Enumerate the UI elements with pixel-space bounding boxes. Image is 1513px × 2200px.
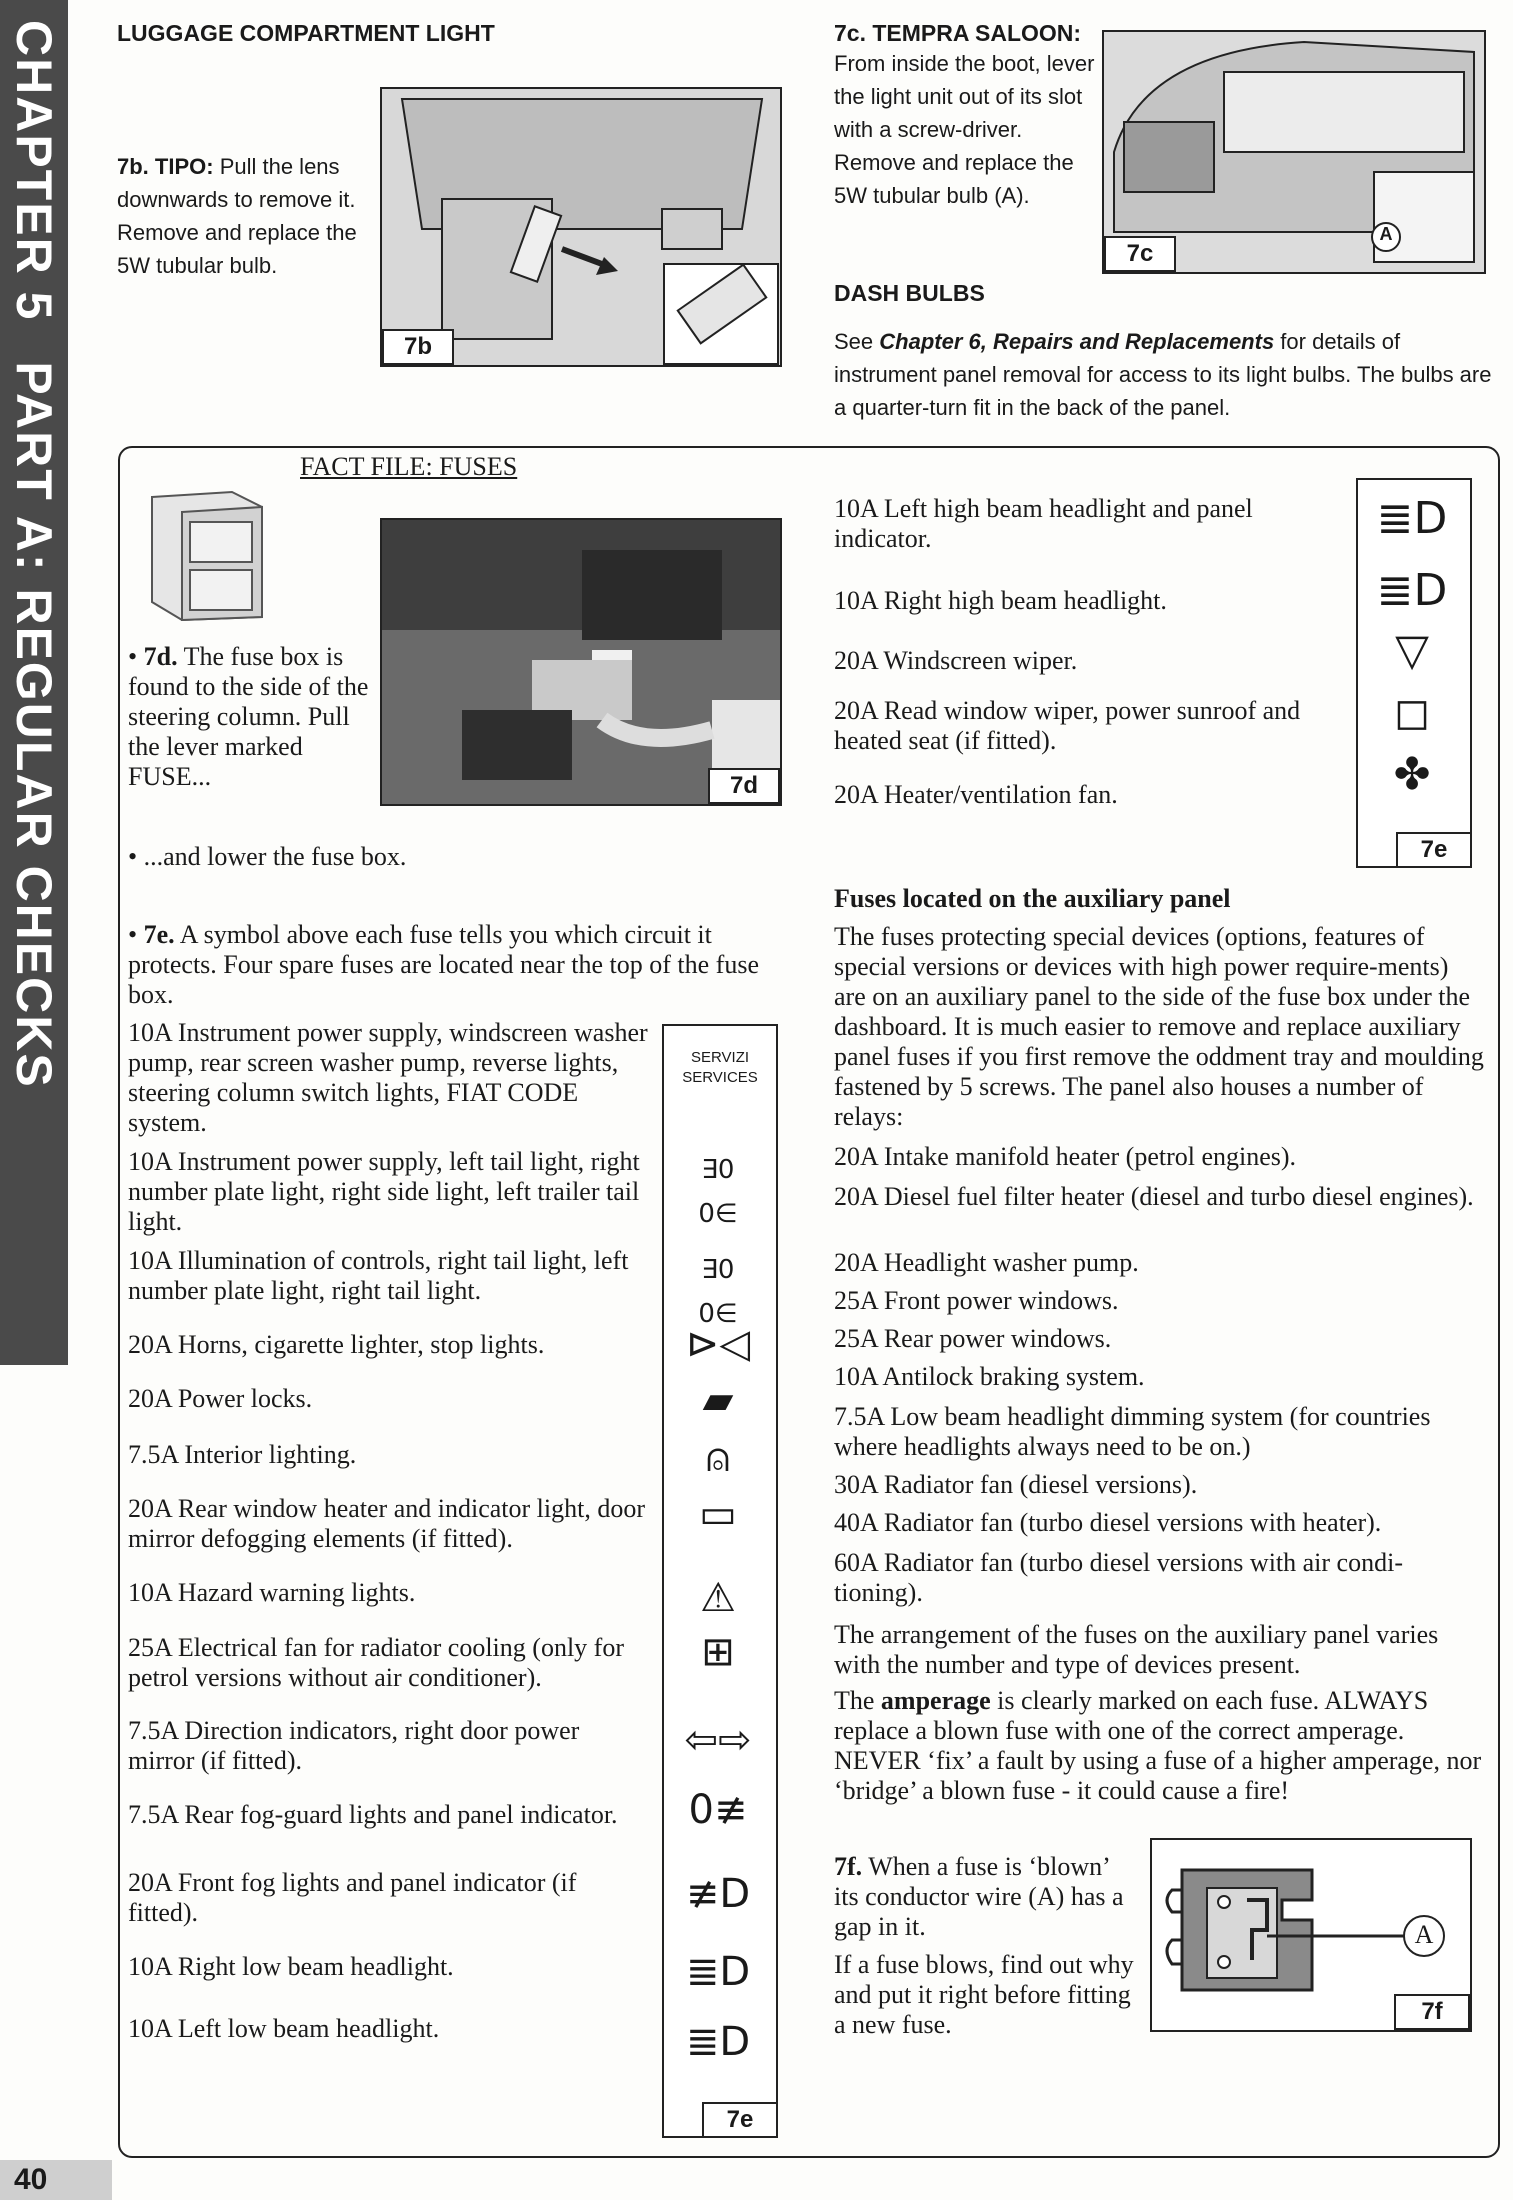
left-fuse-item: 20A Horns, cigarette lighter, stop lights. (128, 1330, 545, 1359)
tipo-paragraph (117, 150, 367, 282)
left-fuse-item: 7.5A Interior lighting. (128, 1440, 357, 1469)
aux-fuse-item: 60A Radiator fan (turbo diesel versions with air condi-tioning). (834, 1548, 1403, 1607)
filing-cabinet-icon (142, 482, 272, 622)
dash-paragraph (834, 325, 1504, 424)
left-fuse-item: 10A Hazard warning lights. (128, 1578, 416, 1607)
right-fuse-item: 20A Read window wiper, power sunroof and heated seat (if fitted). (834, 696, 1301, 755)
aux-amperage-paragraph (834, 1686, 1484, 1806)
amp-pre: The (834, 1686, 881, 1715)
dash-chapter-reference: Chapter 6, Repairs and Replacements (879, 329, 1275, 354)
left-fuse-item: 20A Rear window heater and indicator light, door mirror defogging elements (if fitted). (128, 1494, 645, 1553)
page-number: 40 (14, 2163, 48, 2196)
figure-7f-label: 7f (1394, 1994, 1470, 2030)
left-fuse-item: 7.5A Direction indicators, right door power mirror (if fitted). (128, 1716, 580, 1775)
fuse-box-photo (382, 520, 780, 804)
figure-7f (1150, 1838, 1472, 2032)
left-fuse-item: 7.5A Rear fog-guard lights and panel indicator. (128, 1800, 618, 1829)
right-fuse-item: 10A Left high beam headlight and panel indicator. (834, 494, 1253, 553)
front-fog-icon: ≢D (685, 1871, 751, 1917)
high-beam-icon: ≣D (1376, 565, 1448, 616)
figure-7b (380, 87, 782, 367)
rear-fog-icon: 0≢ (688, 1787, 748, 1833)
aux-fuse-item: 7.5A Low beam headlight dimming system (for countries where headlights always need to be on.) (834, 1402, 1431, 1461)
horn-icon: ⊳◁ (685, 1321, 751, 1367)
side-light-icon: ∃0 0∈ (698, 1255, 738, 1329)
figure-7c (1102, 30, 1486, 274)
fact-7d-paragraph: • 7d. The fuse box is found to the side of the steering column. Pull the lever marked FUSE... (128, 642, 369, 791)
left-fig-7e-label: 7e (702, 2102, 778, 2138)
figure-7c-label: 7c (1104, 236, 1176, 272)
aux-fuse-item: 25A Rear power windows. (834, 1324, 1112, 1353)
right-fuse-item: 20A Windscreen wiper. (834, 646, 1078, 675)
figure-7b-label: 7b (382, 329, 454, 365)
tipo-text: Pull the lens downwards to remove it. Remove and replace the 5W tubular bulb. (117, 154, 357, 278)
low-beam-icon: ≣D (685, 2019, 751, 2065)
blown-label: 7f. (834, 1852, 863, 1881)
luggage-heading: LUGGAGE COMPARTMENT LIGHT (117, 20, 495, 46)
aux-fuse-item: 20A Intake manifold heater (petrol engines). (834, 1142, 1297, 1171)
aux-heading: Fuses located on the auxiliary panel (834, 884, 1231, 913)
dash-heading: DASH BULBS (834, 280, 985, 306)
hazard-icon: ⚠ (700, 1575, 736, 1621)
tipo-label: 7b. TIPO: (117, 154, 214, 179)
fact-7d-text: The fuse box is found to the side of the steering column. Pull the lever marked FUSE... (128, 642, 369, 791)
ventilation-fan-icon: ✤ (1393, 749, 1431, 800)
low-beam-icon: ≣D (685, 1949, 751, 1995)
tempra-callout-a: A (1379, 224, 1393, 244)
aux-fuse-item: 25A Front power windows. (834, 1286, 1119, 1315)
windscreen-wiper-icon: ▽ (1395, 625, 1429, 676)
right-fuse-item: 10A Right high beam headlight. (834, 586, 1167, 615)
fact-lower-paragraph: • ...and lower the fuse box. (128, 842, 407, 871)
dash-text-post: for details of instrument panel removal for access to its light bulbs. The bulbs are a quarter-turn fit in the back of the panel. (834, 329, 1492, 420)
tempra-text: From inside the boot, lever the light unit out of its slot with a screw-driver. Remove and replace the 5W tubular bulb (A). (834, 51, 1095, 208)
left-fuse-item: 10A Instrument power supply, windscreen washer pump, rear screen washer pump, reverse lights, steering column switch lights, FIAT CODE system. (128, 1018, 648, 1137)
fact-7d-label: 7d. (143, 642, 178, 671)
left-fuse-item: 10A Left low beam headlight. (128, 2014, 440, 2043)
rear-wiper-icon: ◻ (1393, 687, 1431, 738)
aux-intro: The fuses protecting special devices (options, features of special versions or devices with high power require-ments) are on an auxiliary panel to the side of the fuse box under the dashboard. It is much easier to remove and replace auxiliary panel fuses if you first remove the oddment tray and moulding fastened by 5 screws. The panel also houses a number of relays: (834, 922, 1484, 1131)
chapter-label: CHAPTER 5 (6, 20, 62, 322)
aux-fuse-item: 10A Antilock braking system. (834, 1362, 1145, 1391)
radiator-fan-icon: ⊞ (701, 1629, 735, 1675)
tempra-heading: 7c. TEMPRA SALOON: (834, 20, 1082, 46)
right-fig-7e-label: 7e (1396, 832, 1472, 868)
tempra-paragraph (834, 20, 1104, 212)
blown-text: When a fuse is ‘blown’ its conductor wire (A) has a gap in it. (834, 1852, 1124, 1941)
aux-fuse-item: 20A Diesel fuel filter heater (diesel and turbo diesel engines). (834, 1182, 1474, 1211)
side-light-icon: ∃0 0∈ (698, 1155, 738, 1229)
blown-callout-a: A (1414, 1920, 1434, 1949)
left-fuse-item: 20A Front fog lights and panel indicator (if fitted). (128, 1868, 577, 1927)
figure-7d-label: 7d (708, 768, 780, 804)
dash-text-pre: See (834, 329, 880, 354)
left-fuse-item: 10A Right low beam headlight. (128, 1952, 454, 1981)
left-fuse-item: 10A Instrument power supply, left tail light, right number plate light, right side light, left trailer tail light. (128, 1147, 640, 1236)
high-beam-icon: ≣D (1376, 493, 1448, 544)
blown-paragraph-2: If a fuse blows, find out why and put it right before fitting a new fuse. (834, 1950, 1134, 2039)
amp-bold: amperage (880, 1686, 991, 1715)
direction-indicator-icon: ⇦⇨ (684, 1717, 752, 1763)
aux-fuse-item: 20A Headlight washer pump. (834, 1248, 1139, 1277)
interior-light-icon: ⍝ (706, 1435, 730, 1481)
fact-7e-paragraph: • 7e. A symbol above each fuse tells you which circuit it protects. Four spare fuses are located near the top of the fuse box. (128, 920, 759, 1009)
part-label: PART A: REGULAR CHECKS (6, 361, 62, 1089)
boot-light-illustration (382, 89, 780, 365)
fact-7e-text: A symbol above each fuse tells you which circuit it protects. Four spare fuses are located near the top of the fuse box. (128, 920, 759, 1009)
aux-fuse-item: 40A Radiator fan (turbo diesel versions with heater). (834, 1508, 1382, 1537)
servizi-line2: SERVICES (682, 1069, 758, 1086)
blown-paragraph (834, 1852, 1134, 1942)
servizi-label (664, 1048, 776, 1088)
left-fuse-item: 25A Electrical fan for radiator cooling (only for petrol versions without air conditioner). (128, 1633, 624, 1692)
left-fuse-item: 10A Illumination of controls, right tail light, left number plate light, right tail light. (128, 1246, 629, 1305)
rear-heater-icon: ▭ (699, 1491, 737, 1537)
fact-file-title: FACT FILE: FUSES (300, 452, 518, 481)
side-banner (0, 0, 68, 1365)
door-lock-icon: ▰ (702, 1377, 734, 1423)
figure-7d (380, 518, 782, 806)
aux-fuse-item: 30A Radiator fan (diesel versions). (834, 1470, 1198, 1499)
servizi-line1: SERVIZI (690, 1049, 750, 1066)
aux-arrangement: The arrangement of the fuses on the auxiliary panel varies with the number and type of devices present. (834, 1620, 1439, 1679)
amp-post: is clearly marked on each fuse. ALWAYS replace a blown fuse with one of the correct amperage. NEVER ‘fix’ a fault by using a fuse of a higher amperage, nor ‘bridge’ a blown fuse - it could cause a fire! (834, 1686, 1482, 1805)
fact-lower-text: ...and lower the fuse box. (143, 842, 407, 871)
left-fuse-item: 20A Power locks. (128, 1384, 313, 1413)
fact-7e-label: 7e. (143, 920, 175, 949)
right-fuse-item: 20A Heater/ventilation fan. (834, 780, 1118, 809)
